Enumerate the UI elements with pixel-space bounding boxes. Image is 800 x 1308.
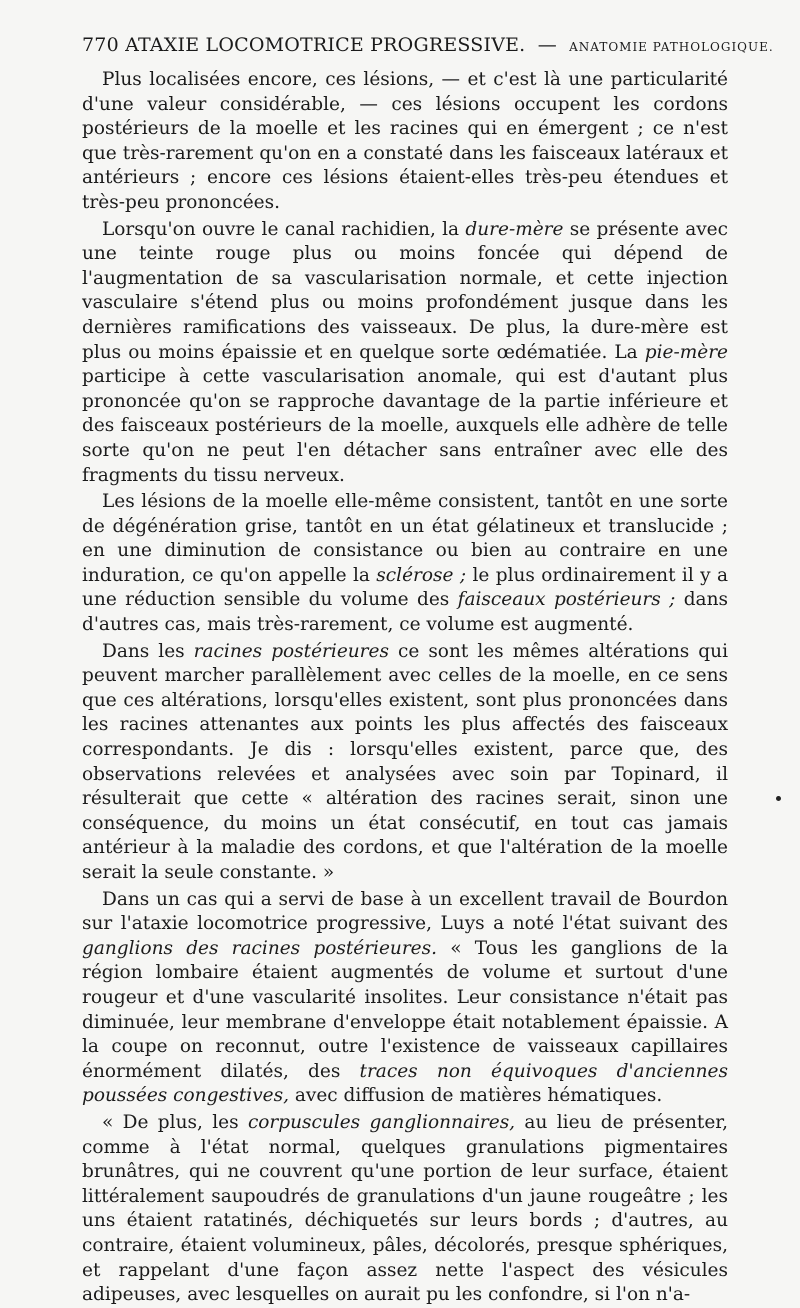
ink-speck xyxy=(776,796,781,801)
paragraph-2 xyxy=(82,218,728,489)
italic-term: sclérose ; xyxy=(376,564,467,586)
italic-term: racines postérieures xyxy=(193,640,389,662)
text-run: dans d'autres cas, mais très-rarement, ce volume est augmenté. xyxy=(82,589,728,636)
text-run: Dans un cas qui a servi de base à un excellent travail de Bourdon sur l'ataxie locomotrice progressive, Luys a noté l'état suivant des xyxy=(82,888,728,935)
page xyxy=(82,34,774,1308)
text-run: « Tous les ganglions de la région lombaire étaient augmentés de volume et surtout d'une rougeur et d'une vascularité insolites. Leur consistance n'était pas diminuée, leur membrane d'enveloppe était notablement épaissie. A la coupe on reconnut, outre l'existence de vaisseaux capillaires énormément dilatés, des xyxy=(82,937,728,1082)
text-run: « De plus, les xyxy=(102,1111,248,1133)
header-dash: — xyxy=(537,34,557,56)
paragraph-5 xyxy=(82,888,728,1109)
text-run: Les lésions de la moelle elle-même consistent, tantôt en une sorte de dégénération grise, tantôt en un état gélatineux et translucide ; en une diminution de consistance ou bien au contraire en une induration, ce qu'on appelle la xyxy=(82,491,728,586)
paragraph-1 xyxy=(82,68,728,216)
text-run: au lieu de présenter, comme à l'état normal, quelques granulations pigmentaires brunâtres, qui ne couvrent qu'une portion de leur surface, étaient littéralement saupoudrés de granulations d'un jaune rougeâtre ; les uns étaient ratatinés, déchiquetés sur leurs bords ; d'autres, au contraire, étaient volumineux, pâles, décolorés, presque sphériques, et rappelant d'une façon assez nette l'aspect des vésicules adipeuses, avec lesquelles on aurait pu les confondre, si l'on n'a- xyxy=(82,1111,729,1306)
text-run: Dans les xyxy=(102,640,194,662)
italic-term: traces non équivoques d'anciennes poussées congestives, xyxy=(82,1060,728,1107)
running-head xyxy=(82,34,774,56)
text-run: Lorsqu'on ouvre le canal rachidien, la xyxy=(102,218,466,240)
text-run: ce sont les mêmes altérations qui peuvent marcher parallèlement avec celles de la moelle, en ce sens que ces altérations, lorsqu'elles existent, sont plus prononcées dans les racines attenantes aux points les plus affectés des faisceaux correspondants. Je dis : lorsqu'elles existent, parce que, des observations relevées et analysées avec soin par Topinard, il résulterait que cette « altération des racines serait, sinon une conséquence, du moins un état consécutif, en tout cas jamais antérieur à la maladie des cordons, et que l'altération de la moelle serait la seule constante. » xyxy=(82,640,728,883)
italic-term: pie-mère xyxy=(644,341,728,363)
text-run: participe à cette vascularisation anomale, qui est d'autant plus prononcée qu'on se rapproche davantage de la partie inférieure et des faisceaux postérieurs de la moelle, auxquels elle adhère de telle sorte qu'on ne peut l'en détacher sans entraîner avec elle des fragments du tissu nerveux. xyxy=(82,366,728,486)
text-run: Plus localisées encore, ces lésions, — et c'est là une particularité d'une valeur considérable, — ces lésions occupent les cordons postérieurs de la moelle et les racines qui en émergent ; ce n'est que très-rarement qu'on en a constaté dans les faisceaux latéraux et antérieurs ; encore ces lésions étaient-elles très-peu étendues et très-peu prononcées. xyxy=(82,69,728,213)
paragraph-3 xyxy=(82,490,728,638)
italic-term: dure-mère xyxy=(465,218,564,240)
italic-term: ganglions des racines postérieures. xyxy=(82,937,438,959)
paragraph-4 xyxy=(82,640,728,886)
text-run: se présente avec une teinte rouge plus ou moins foncée qui dépend de l'augmentation de sa vascularisation normale, et cette injection vasculaire s'étend plus ou moins profondément jusque dans les dernières ramifications des vaisseaux. De plus, la dure-mère est plus ou moins épaissie et en quelque sorte œdématiée. La xyxy=(82,218,728,363)
italic-term: faisceaux postérieurs ; xyxy=(457,589,676,611)
section-title: ANATOMIE PATHOLOGIQUE. xyxy=(569,40,774,54)
running-title: ATAXIE LOCOMOTRICE PROGRESSIVE. xyxy=(125,34,526,56)
text-run: avec diffusion de matières hématiques. xyxy=(288,1085,663,1107)
paragraph-6 xyxy=(82,1111,728,1308)
italic-term: corpuscules ganglionnaires, xyxy=(247,1111,516,1133)
page-number: 770 xyxy=(82,34,119,56)
text-run: le plus ordinairement il y a une réduction sensible du volume des xyxy=(82,564,728,611)
